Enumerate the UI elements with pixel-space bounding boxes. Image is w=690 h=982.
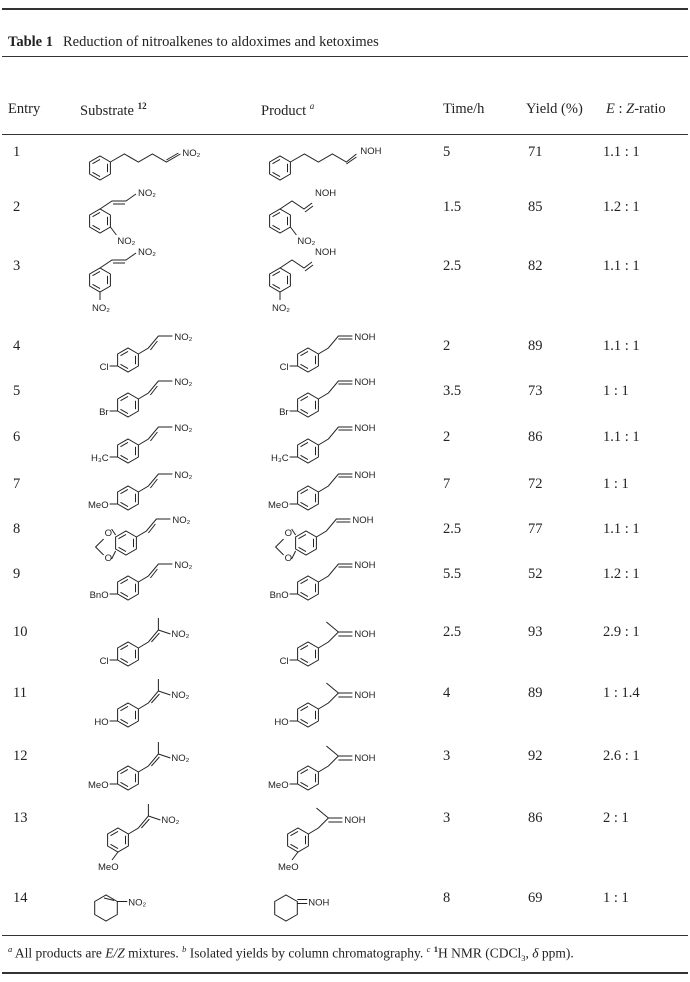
ez-ratio: 1.1 : 1	[603, 144, 640, 160]
header-product-label: Product	[261, 102, 307, 119]
table-title: Reduction of nitroalkenes to aldoximes and ketoximes	[63, 34, 379, 50]
product-group-label: NOH	[315, 188, 337, 199]
entry-number: 8	[13, 521, 21, 537]
substrate-structure	[78, 804, 248, 873]
ez-ratio: 1.2 : 1	[603, 566, 640, 582]
footnote-a-em: E/Z	[105, 945, 125, 961]
substrate-structure	[78, 138, 248, 198]
substrate-structure	[78, 247, 248, 314]
reaction-time: 8	[443, 890, 451, 906]
substrate-group-label: NO₂	[172, 515, 191, 526]
top-rule	[2, 8, 688, 10]
header-entry: Entry	[8, 101, 41, 117]
substrate-structure	[78, 742, 248, 802]
product-nitro-label: NO₂	[272, 303, 290, 314]
header-ratio-z: Z	[626, 101, 635, 117]
product-substituent: MeO	[268, 500, 289, 511]
substrate-structure	[78, 618, 248, 678]
footnote-c-tail: ppm).	[538, 945, 574, 961]
ez-ratio: 1.1 : 1	[603, 429, 640, 445]
footnote-c-sub: 3	[521, 953, 526, 964]
product-structure	[258, 804, 428, 873]
product-substituent: H₃C	[271, 453, 289, 464]
substrate-substituent: MeO	[98, 862, 119, 873]
table-label: Table 1	[8, 34, 53, 50]
footnote-c-text: H NMR (CDCl	[437, 945, 522, 961]
product-structure	[258, 742, 428, 802]
reaction-time: 5	[443, 144, 451, 160]
product-substituent: Cl	[279, 362, 289, 373]
entry-number: 12	[13, 748, 28, 764]
product-group-label: NOH	[354, 423, 376, 434]
product-substituent: Cl	[279, 656, 289, 667]
reaction-time: 3.5	[443, 383, 462, 399]
ez-ratio: 1 : 1.4	[603, 685, 640, 701]
product-group-label: NOH	[344, 815, 366, 826]
footnote-c-nucleus: 1	[433, 944, 438, 954]
product-substituent: Br	[279, 407, 289, 418]
yield-value: 69	[528, 890, 543, 906]
product-group-label: NOH	[354, 690, 376, 701]
substrate-structure	[78, 560, 248, 620]
ez-ratio: 1 : 1	[603, 383, 629, 399]
yield-value: 92	[528, 748, 543, 764]
substrate-group-label: NO₂	[174, 377, 193, 388]
substrate-group-label: NO₂	[174, 560, 193, 571]
substrate-structure	[78, 679, 248, 739]
product-structure	[258, 618, 428, 678]
substrate-substituent: Cl	[99, 362, 109, 373]
entry-number: 13	[13, 810, 28, 826]
table-footnotes	[8, 944, 574, 963]
ez-ratio: 2 : 1	[603, 810, 629, 826]
yield-value: 77	[528, 521, 543, 537]
substrate-substituent: BnO	[89, 590, 109, 601]
product-structure	[258, 188, 428, 253]
yield-value: 89	[528, 338, 543, 354]
footnote-c-delta: δ	[532, 945, 539, 961]
substrate-substituent: MeO	[88, 780, 109, 791]
substrate-substituent: H₃C	[91, 453, 109, 464]
yield-value: 71	[528, 144, 543, 160]
substrate-ring-o-bottom: O	[104, 553, 112, 564]
header-substrate-label: Substrate	[80, 102, 134, 119]
caption-rule	[2, 56, 688, 57]
header-substrate	[80, 101, 147, 120]
substrate-group-label: NO₂	[174, 470, 193, 481]
product-group-label: NOH	[354, 470, 376, 481]
yield-value: 73	[528, 383, 543, 399]
substrate-group-label: NO₂	[138, 247, 156, 258]
entry-number: 1	[13, 144, 21, 160]
reaction-time: 2.5	[443, 624, 462, 640]
footnote-rule	[2, 935, 688, 936]
footnote-a-mark: a	[8, 944, 13, 954]
substrate-group-label: NO₂	[174, 423, 193, 434]
product-structure	[258, 138, 428, 198]
entry-number: 2	[13, 199, 21, 215]
reaction-time: 3	[443, 810, 451, 826]
product-group-label: NOH	[308, 897, 330, 909]
footnote-b-mark: b	[182, 944, 187, 954]
footnote-a-text: All products are	[12, 945, 106, 961]
substrate-structure	[78, 188, 248, 253]
header-ratio-e: E	[606, 101, 615, 117]
product-structure	[258, 679, 428, 739]
reaction-time: 4	[443, 685, 451, 701]
ez-ratio: 1.1 : 1	[603, 521, 640, 537]
product-group-label: NOH	[354, 332, 376, 343]
reaction-time: 7	[443, 476, 451, 492]
ez-ratio: 1 : 1	[603, 890, 629, 906]
ez-ratio: 1.2 : 1	[603, 199, 640, 215]
product-structure	[258, 560, 428, 620]
ez-ratio: 2.6 : 1	[603, 748, 640, 764]
yield-value: 72	[528, 476, 543, 492]
yield-value: 82	[528, 258, 543, 274]
product-structure	[258, 247, 428, 314]
substrate-nitro-label: NO₂	[117, 236, 136, 247]
header-yield: Yield (%)	[526, 101, 583, 117]
footnote-c-mark: c	[426, 944, 431, 954]
yield-value: 86	[528, 429, 543, 445]
substrate-group-label: NO₂	[174, 332, 193, 343]
header-ratio-sep: :	[614, 101, 627, 117]
footnote-b-text: Isolated yields by column chromatography.	[186, 945, 427, 961]
reaction-time: 1.5	[443, 199, 462, 215]
entry-number: 3	[13, 258, 21, 274]
substrate-ring-o-top: O	[104, 528, 112, 539]
reaction-time: 2	[443, 429, 451, 445]
product-group-label: NOH	[354, 753, 376, 764]
ez-ratio: 1 : 1	[603, 476, 629, 492]
product-group-label: NOH	[354, 560, 376, 571]
table-caption	[8, 34, 379, 51]
entry-number: 10	[13, 624, 28, 640]
reaction-time: 5.5	[443, 566, 462, 582]
yield-value: 89	[528, 685, 543, 701]
yield-value: 52	[528, 566, 543, 582]
reaction-time: 2	[443, 338, 451, 354]
header-substrate-ref: 12	[137, 101, 147, 111]
product-ring-o-bottom: O	[284, 553, 292, 564]
entry-number: 4	[13, 338, 21, 354]
reaction-time: 3	[443, 748, 451, 764]
yield-value: 86	[528, 810, 543, 826]
substrate-group-label: NO₂	[161, 815, 180, 826]
substrate-substituent: MeO	[88, 500, 109, 511]
reaction-time: 2.5	[443, 258, 462, 274]
footnote-c-comma: ,	[525, 945, 533, 961]
header-product-footnote: a	[309, 101, 315, 111]
entry-number: 11	[13, 685, 27, 701]
substrate-group-label: NO₂	[182, 148, 201, 159]
product-substituent: BnO	[269, 590, 289, 601]
entry-number: 5	[13, 383, 21, 399]
entry-number: 6	[13, 429, 21, 445]
entry-number: 14	[13, 890, 28, 906]
substrate-group-label: NO₂	[171, 629, 190, 640]
entry-number: 7	[13, 476, 21, 492]
product-group-label: NOH	[352, 515, 374, 526]
entry-number: 9	[13, 566, 21, 582]
ez-ratio: 1.1 : 1	[603, 258, 640, 274]
header-time: Time/h	[443, 101, 485, 117]
product-group-label: NOH	[354, 377, 376, 388]
substrate-group-label: NO₂	[138, 188, 156, 199]
product-group-label: NOH	[315, 247, 337, 258]
header-rule	[2, 134, 688, 135]
product-group-label: NOH	[360, 146, 382, 157]
header-ratio	[606, 101, 666, 118]
substrate-substituent: HO	[94, 717, 109, 728]
header-product	[261, 101, 314, 120]
yield-value: 85	[528, 199, 543, 215]
bottom-rule	[2, 972, 688, 974]
product-nitro-label: NO₂	[297, 236, 316, 247]
substrate-group-label: NO₂	[171, 753, 190, 764]
product-ring-o-top: O	[284, 528, 292, 539]
yield-value: 93	[528, 624, 543, 640]
substrate-group-label: NO₂	[128, 897, 147, 909]
substrate-nitro-label: NO₂	[92, 303, 110, 314]
substrate-substituent: Br	[99, 407, 109, 418]
header-ratio-tail: -ratio	[634, 101, 666, 117]
ez-ratio: 1.1 : 1	[603, 338, 640, 354]
reaction-time: 2.5	[443, 521, 462, 537]
product-substituent: MeO	[268, 780, 289, 791]
substrate-substituent: Cl	[99, 656, 109, 667]
footnote-a-tail: mixtures.	[124, 945, 183, 961]
ez-ratio: 2.9 : 1	[603, 624, 640, 640]
product-substituent: HO	[274, 717, 289, 728]
substrate-group-label: NO₂	[171, 690, 190, 701]
product-substituent: MeO	[278, 862, 299, 873]
product-group-label: NOH	[354, 629, 376, 640]
